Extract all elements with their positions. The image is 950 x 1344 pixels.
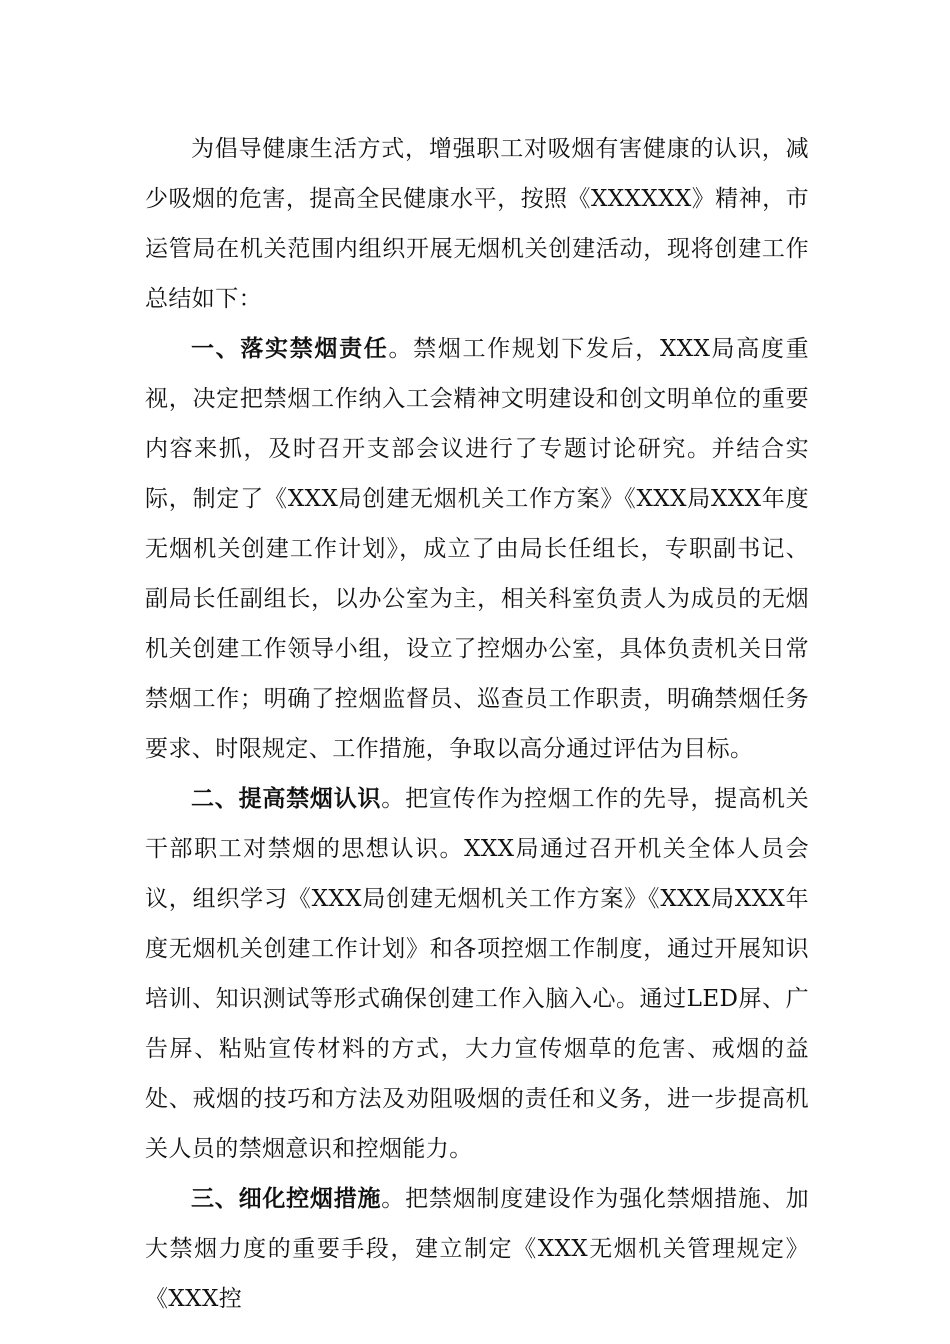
document-body [145, 124, 809, 1324]
section-1-heading: 一、落实禁烟责任 [191, 336, 389, 362]
section-3-text: 。把禁烟制度建设作为强化禁烟措施、加大禁烟力度的重要手段，建立制定《XXX无烟机关管理规定》《XXX控 [145, 1186, 810, 1312]
section-2-heading: 二、提高禁烟认识 [191, 786, 382, 812]
section-3-heading: 三、细化控烟措施 [191, 1186, 382, 1212]
paragraph-section-3 [145, 1174, 809, 1324]
paragraph-section-1 [145, 324, 809, 774]
section-1-text: 。禁烟工作规划下发后，XXX局高度重视，决定把禁烟工作纳入工会精神文明建设和创文明单位的重要内容来抓，及时召开支部会议进行了专题讨论研究。并结合实际，制定了《XXX局创建无烟机关工作方案》《XXX局XXX年度无烟机关创建工作计划》，成立了由局长任组长，专职副书记、副局长任副组长，以办公室为主，相关科室负责人为成员的无烟机关创建工作领导小组，设立了控烟办公室，具体负责机关日常禁烟工作；明确了控烟监督员、巡查员工作职责，明确禁烟任务要求、时限规定、工作措施，争取以高分通过评估为目标。 [145, 336, 809, 762]
paragraph-intro-text: 为倡导健康生活方式，增强职工对吸烟有害健康的认识，减少吸烟的危害，提高全民健康水平，按照《XXXXXX》精神，市运管局在机关范围内组织开展无烟机关创建活动，现将创建工作总结如下： [145, 136, 809, 312]
section-2-text: 。把宣传作为控烟工作的先导，提高机关干部职工对禁烟的思想认识。XXX局通过召开机关全体人员会议，组织学习《XXX局创建无烟机关工作方案》《XXX局XXX年度无烟机关创建工作计划》和各项控烟工作制度，通过开展知识培训、知识测试等形式确保创建工作入脑入心。通过LED屏、广告屏、粘贴宣传材料的方式，大力宣传烟草的危害、戒烟的益处、戒烟的技巧和方法及劝阻吸烟的责任和义务，进一步提高机关人员的禁烟意识和控烟能力。 [145, 786, 810, 1162]
paragraph-section-2 [145, 774, 809, 1174]
paragraph-intro [145, 124, 809, 324]
